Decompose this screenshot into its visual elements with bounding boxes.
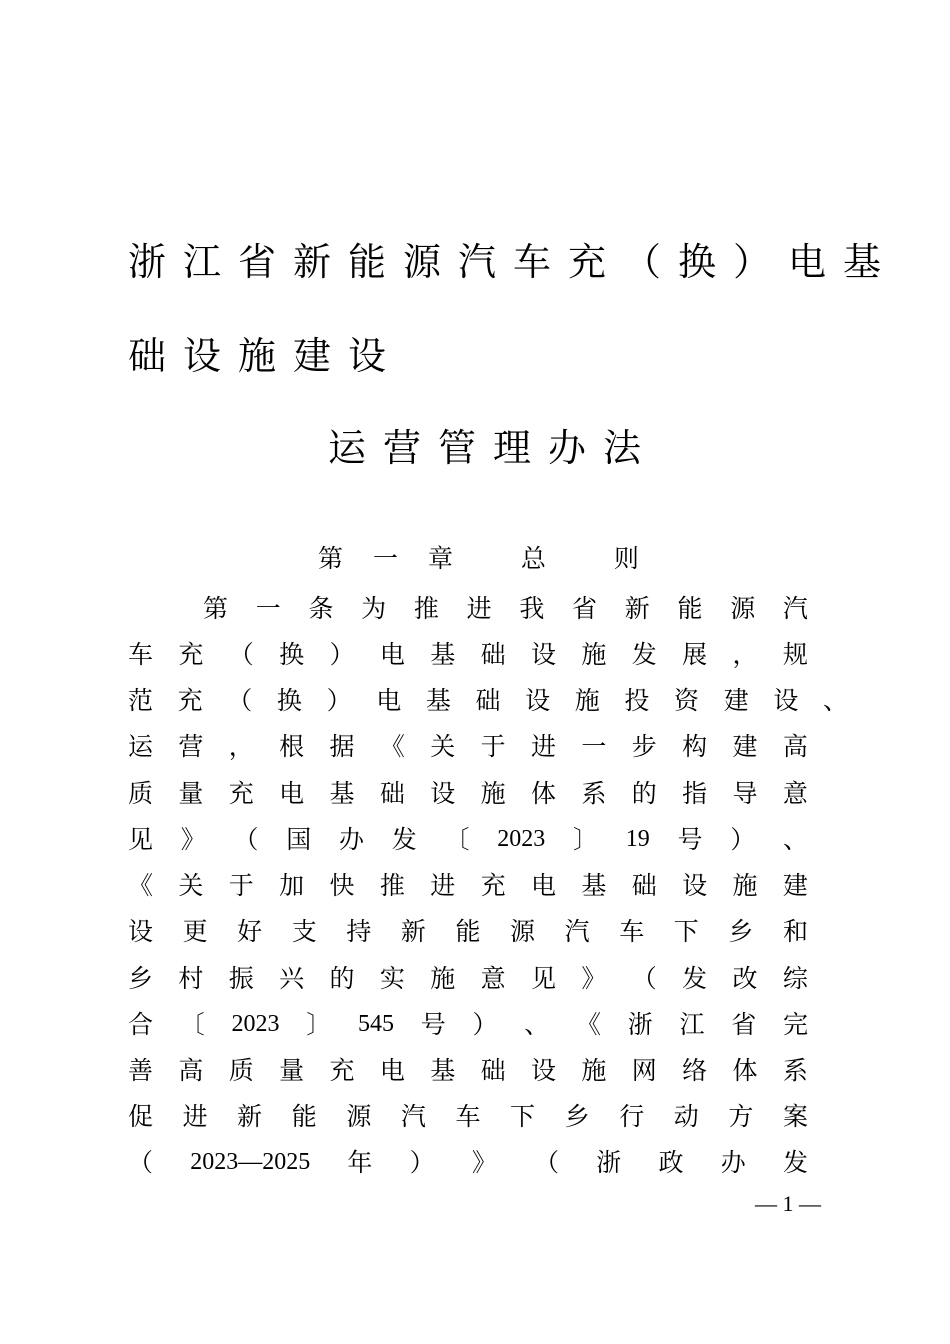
body-line (128, 1058, 808, 1083)
body-char: 行 (619, 1102, 645, 1131)
body-char: 换 (276, 686, 302, 715)
body-char: 电 (379, 640, 405, 669)
body-char: 19 (625, 826, 650, 852)
body-char: 设 (531, 640, 557, 669)
body-char: 见 (128, 825, 154, 854)
body-char: 为 (361, 594, 387, 623)
body-char: 于 (480, 732, 506, 761)
body-char: 规 (782, 640, 808, 669)
body-char: 2023 (497, 826, 546, 852)
body-char: 投 (624, 686, 650, 715)
body-char: 础 (480, 640, 506, 669)
body-char: ） (730, 825, 756, 854)
body-char: 基 (430, 640, 456, 669)
body-line (128, 966, 808, 991)
body-char: 》 (581, 964, 607, 993)
body-line (128, 1104, 808, 1129)
body-char: 基 (430, 1056, 456, 1085)
body-char: （ (228, 640, 254, 669)
body-char: 导 (732, 779, 758, 808)
body-char: 汽 (400, 1102, 426, 1131)
body-char: 国 (286, 825, 312, 854)
body-line (128, 642, 808, 667)
body-char: 设 (773, 686, 799, 715)
body-char: 江 (679, 1010, 705, 1039)
body-char: 运 (128, 732, 154, 761)
body-char: 施 (480, 779, 506, 808)
body-char: 营 (178, 732, 204, 761)
body-char: 体 (531, 779, 557, 808)
body-line (128, 827, 808, 852)
body-char: ， (732, 640, 758, 669)
body-char: 545 (357, 1011, 394, 1037)
body-char: 能 (677, 594, 703, 623)
body-char: 》 (180, 825, 206, 854)
body-char: 乡 (128, 964, 154, 993)
body-char: 础 (480, 1056, 506, 1085)
body-char: 的 (631, 779, 657, 808)
body-char: ） (326, 686, 352, 715)
body-char: 体 (732, 1056, 758, 1085)
body-char: 支 (291, 917, 317, 946)
body-line (128, 919, 808, 944)
body-char: （ (534, 1148, 560, 1177)
body-char: 础 (631, 871, 657, 900)
body-char: 我 (519, 594, 545, 623)
body-line (128, 688, 848, 713)
body-char: 汽 (782, 594, 808, 623)
body-char: 的 (329, 964, 355, 993)
document-title-line-1: 浙江省新能源汽车充（换）电基 (128, 240, 899, 284)
body-char: 充 (177, 686, 203, 715)
body-char: 发 (391, 825, 417, 854)
body-char: 政 (658, 1148, 684, 1177)
body-char: ， (228, 732, 254, 761)
body-char: （ (233, 825, 259, 854)
body-char: 和 (782, 917, 808, 946)
body-char: 发 (631, 640, 657, 669)
body-char: 范 (128, 686, 154, 715)
body-char: ） (472, 1010, 498, 1039)
body-line (128, 1012, 808, 1037)
body-char: 〕 (572, 825, 598, 854)
body-char: 新 (237, 1102, 263, 1131)
chapter-char: 总 (520, 544, 546, 573)
body-char: 质 (228, 1056, 254, 1085)
body-char: 能 (455, 917, 481, 946)
body-char: 量 (178, 779, 204, 808)
body-char: 见 (531, 964, 557, 993)
body-char: 〔 (444, 825, 470, 854)
body-char: （ (631, 964, 657, 993)
body-char: 合 (128, 1010, 154, 1039)
chapter-heading (318, 546, 661, 571)
body-char: 完 (782, 1010, 808, 1039)
body-char: 《 (128, 871, 154, 900)
body-char: 下 (673, 917, 699, 946)
page-number: — 1 — (755, 1191, 821, 1216)
body-char: 更 (182, 917, 208, 946)
body-char: 推 (413, 594, 439, 623)
body-char: 指 (682, 779, 708, 808)
body-char: 持 (346, 917, 372, 946)
body-char: 于 (228, 871, 254, 900)
body-char: 车 (128, 640, 154, 669)
body-char: 发 (682, 964, 708, 993)
body-char: 施 (574, 686, 600, 715)
body-char: 设 (531, 1056, 557, 1085)
body-char: 高 (782, 732, 808, 761)
body-char: 办 (720, 1148, 746, 1177)
body-char: 设 (128, 917, 154, 946)
body-char: 一 (581, 732, 607, 761)
body-char: 改 (732, 964, 758, 993)
body-char: 车 (619, 917, 645, 946)
document-title-line-3: 运营管理办法 (328, 426, 659, 470)
body-char: 设 (525, 686, 551, 715)
body-char: 基 (329, 779, 355, 808)
body-char: 、 (822, 686, 848, 715)
body-char: 善 (128, 1056, 154, 1085)
body-char: 源 (510, 917, 536, 946)
body-char: 年 (347, 1148, 373, 1177)
body-char: 充 (329, 1056, 355, 1085)
body-char: 基 (425, 686, 451, 715)
body-char: 电 (376, 686, 402, 715)
body-char: 振 (228, 964, 254, 993)
body-char: 方 (728, 1102, 754, 1131)
body-char: ） (329, 640, 355, 669)
body-char: 推 (379, 871, 405, 900)
body-char: 发 (782, 1148, 808, 1177)
body-char: 、 (524, 1010, 550, 1039)
body-char: 设 (682, 871, 708, 900)
body-char: 建 (723, 686, 749, 715)
body-char: 《 (379, 732, 405, 761)
body-char: 础 (379, 779, 405, 808)
body-char: 系 (581, 779, 607, 808)
body-char: 浙 (596, 1148, 622, 1177)
body-line (128, 1150, 808, 1175)
body-char: 施 (430, 964, 456, 993)
body-char: 据 (329, 732, 355, 761)
body-char: （ (227, 686, 253, 715)
body-char: 构 (682, 732, 708, 761)
body-char: 施 (581, 1056, 607, 1085)
chapter-char: 章 (427, 544, 453, 573)
body-char: 建 (782, 871, 808, 900)
body-char: 省 (731, 1010, 757, 1039)
body-char: 量 (279, 1056, 305, 1085)
body-char: 一 (255, 594, 281, 623)
body-char: 实 (379, 964, 405, 993)
body-char: 浙 (627, 1010, 653, 1039)
body-char: 综 (782, 964, 808, 993)
body-char: 号 (420, 1010, 446, 1039)
body-char: 资 (674, 686, 700, 715)
body-char: 条 (308, 594, 334, 623)
body-char: 新 (624, 594, 650, 623)
body-char: 加 (279, 871, 305, 900)
body-char: 〔 (179, 1010, 205, 1039)
body-char: 》 (471, 1148, 497, 1177)
body-char: 关 (430, 732, 456, 761)
body-line (203, 596, 808, 621)
body-char: 2023 (231, 1011, 280, 1037)
body-char: 能 (291, 1102, 317, 1131)
document-title-line-2: 础设施建设 (128, 334, 404, 378)
body-char: 电 (279, 779, 305, 808)
body-char: 好 (237, 917, 263, 946)
body-char: 第 (203, 594, 229, 623)
body-char: 车 (455, 1102, 481, 1131)
body-char: 基 (581, 871, 607, 900)
body-char: 充 (480, 871, 506, 900)
body-char: 源 (346, 1102, 372, 1131)
chapter-char: 则 (613, 544, 639, 573)
body-char: 施 (581, 640, 607, 669)
body-char: 下 (510, 1102, 536, 1131)
body-char: 进 (466, 594, 492, 623)
body-char: 〕 (306, 1010, 332, 1039)
body-char: 充 (228, 779, 254, 808)
body-char: 促 (128, 1102, 154, 1131)
body-char: 办 (339, 825, 365, 854)
body-char: 汽 (564, 917, 590, 946)
body-char: 步 (631, 732, 657, 761)
body-char: 系 (782, 1056, 808, 1085)
body-char: 省 (572, 594, 598, 623)
body-char: 换 (279, 640, 305, 669)
body-char: 2023—2025 (190, 1149, 311, 1175)
body-char: 村 (178, 964, 204, 993)
body-char: 进 (531, 732, 557, 761)
body-char: 质 (128, 779, 154, 808)
body-line (128, 781, 808, 806)
body-char: 案 (782, 1102, 808, 1131)
body-char: 电 (531, 871, 557, 900)
body-line (128, 734, 808, 759)
body-char: 关 (178, 871, 204, 900)
body-char: 电 (379, 1056, 405, 1085)
body-char: 动 (673, 1102, 699, 1131)
body-char: 充 (178, 640, 204, 669)
body-char: 根 (279, 732, 305, 761)
body-char: 快 (329, 871, 355, 900)
chapter-char: 第 (318, 544, 344, 573)
body-char: 高 (178, 1056, 204, 1085)
body-char: 络 (682, 1056, 708, 1085)
body-char: 号 (677, 825, 703, 854)
chapter-char: 一 (372, 544, 398, 573)
body-char: 网 (631, 1056, 657, 1085)
body-line (128, 873, 808, 898)
body-char: 础 (475, 686, 501, 715)
body-char: 进 (430, 871, 456, 900)
body-char: 展 (682, 640, 708, 669)
body-char: 乡 (564, 1102, 590, 1131)
body-char: 进 (182, 1102, 208, 1131)
body-char: 新 (400, 917, 426, 946)
body-char: 乡 (728, 917, 754, 946)
body-char: 意 (782, 779, 808, 808)
body-char: ） (409, 1148, 435, 1177)
body-char: 《 (575, 1010, 601, 1039)
body-char: 建 (732, 732, 758, 761)
body-char: 施 (732, 871, 758, 900)
body-char: 源 (730, 594, 756, 623)
body-char: （ (128, 1148, 154, 1177)
body-char: 兴 (279, 964, 305, 993)
body-char: 意 (480, 964, 506, 993)
body-char: 设 (430, 779, 456, 808)
body-char: 、 (782, 825, 808, 854)
